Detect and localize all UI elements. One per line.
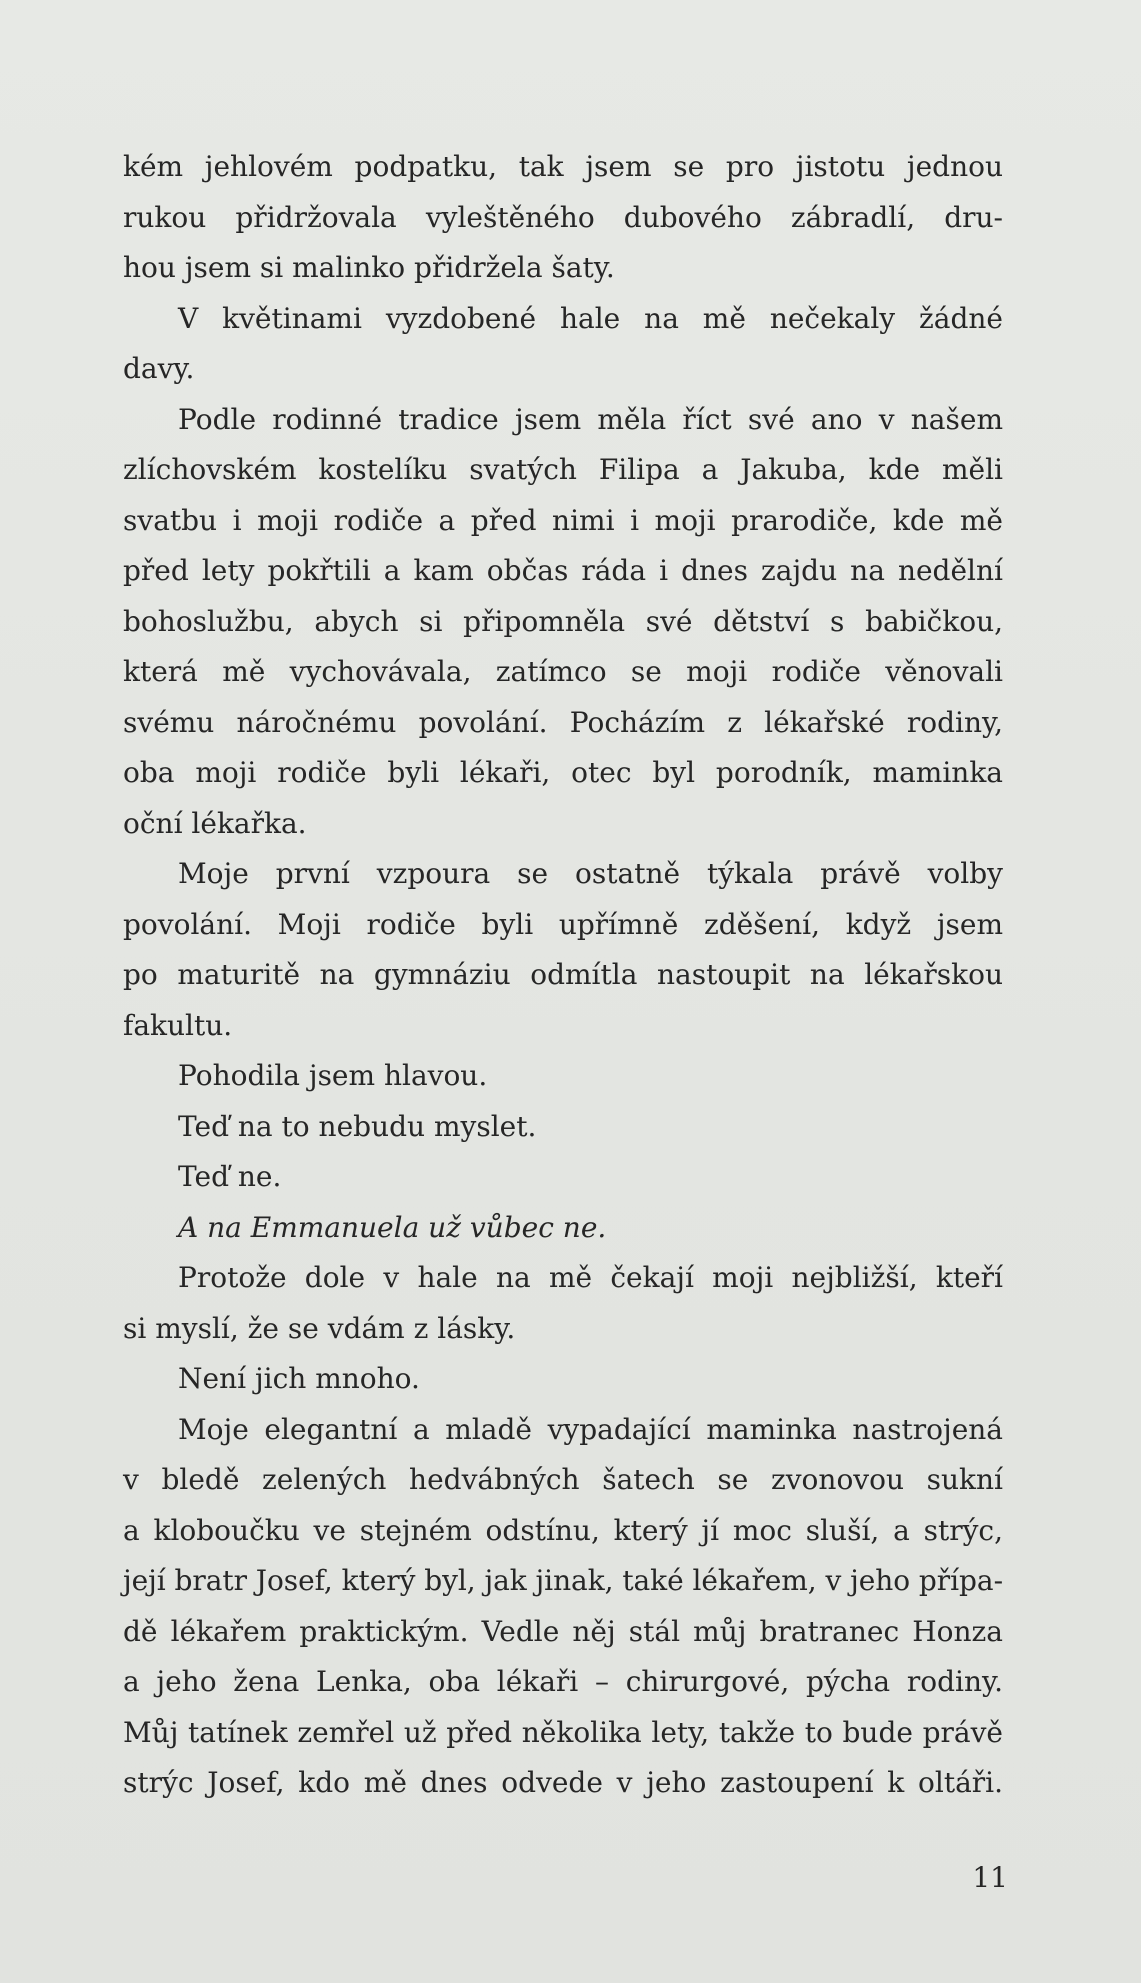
text-line: svatbu i moji rodiče a před nimi i moji prarodiče, kde mě xyxy=(123,503,1003,537)
text-line: v bledě zelených hedvábných šatech se zvonovou sukní xyxy=(123,1463,1003,1496)
text-line: Pohodila jsem hlavou. xyxy=(178,1059,488,1092)
text-line: davy. xyxy=(123,352,195,385)
text-line: a kloboučku ve stejném odstínu, který jí moc sluší, a strýc, xyxy=(123,1513,1003,1547)
text-line: hou jsem si malinko přidržela šaty. xyxy=(123,251,615,284)
text-line: dě lékařem praktickým. Vedle něj stál můj bratranec Honza xyxy=(123,1614,1003,1648)
text-line: a jeho žena Lenka, oba lékaři – chirurgové, pýcha rodiny. xyxy=(123,1665,1003,1698)
text-line: povolání. Moji rodiče byli upřímně zděšení, když jsem xyxy=(123,907,1003,941)
text-line: před lety pokřtili a kam občas ráda i dnes zajdu na nedělní xyxy=(123,554,1003,587)
text-line: A na Emmanuela už vůbec ne. xyxy=(178,1210,607,1244)
text-line: oba moji rodiče byli lékaři, otec byl porodník, maminka xyxy=(123,756,1003,789)
text-line: po maturitě na gymnáziu odmítla nastoupit na lékařskou xyxy=(123,958,1003,991)
text-line: její bratr Josef, který byl, jak jinak, také lékařem, v jeho přípa- xyxy=(123,1564,1003,1597)
text-line: rukou přidržovala vyleštěného dubového zábradlí, dru- xyxy=(123,200,1003,234)
text-line: V květinami vyzdobené hale na mě nečekaly žádné xyxy=(178,301,1003,335)
text-line: kém jehlovém podpatku, tak jsem se pro jistotu jednou xyxy=(123,150,1003,183)
text-line: která mě vychovávala, zatímco se moji rodiče věnovali xyxy=(123,655,1003,688)
page-number: 11 xyxy=(972,1861,1008,1894)
text-line: Můj tatínek zemřel už před několika lety, takže to bude právě xyxy=(123,1715,1003,1749)
text-line: bohoslužbu, abych si připomněla své dětství s babičkou, xyxy=(123,604,1003,638)
text-line: oční lékařka. xyxy=(123,806,307,840)
text-line: Moje první vzpoura se ostatně týkala právě volby xyxy=(178,857,1003,890)
text-line: si myslí, že se vdám z lásky. xyxy=(123,1311,516,1345)
text-line: zlíchovském kostelíku svatých Filipa a Jakuba, kde měli xyxy=(123,453,1003,486)
text-line: svému náročnému povolání. Pocházím z lékařské rodiny, xyxy=(123,705,1003,739)
page-body-text xyxy=(123,142,1003,1809)
text-line: Není jich mnoho. xyxy=(178,1362,420,1395)
text-line: Moje elegantní a mladě vypadající maminka nastrojená xyxy=(178,1412,1003,1446)
text-line: Podle rodinné tradice jsem měla říct své ano v našem xyxy=(178,402,1003,436)
text-line: Protože dole v hale na mě čekají moji nejbližší, kteří xyxy=(178,1261,1003,1294)
text-line: Teď ne. xyxy=(178,1160,282,1193)
text-line: strýc Josef, kdo mě dnes odvede v jeho zastoupení k oltáři. xyxy=(123,1766,1003,1799)
text-line: fakultu. xyxy=(123,1008,233,1042)
text-line: Teď na to nebudu myslet. xyxy=(178,1109,537,1143)
